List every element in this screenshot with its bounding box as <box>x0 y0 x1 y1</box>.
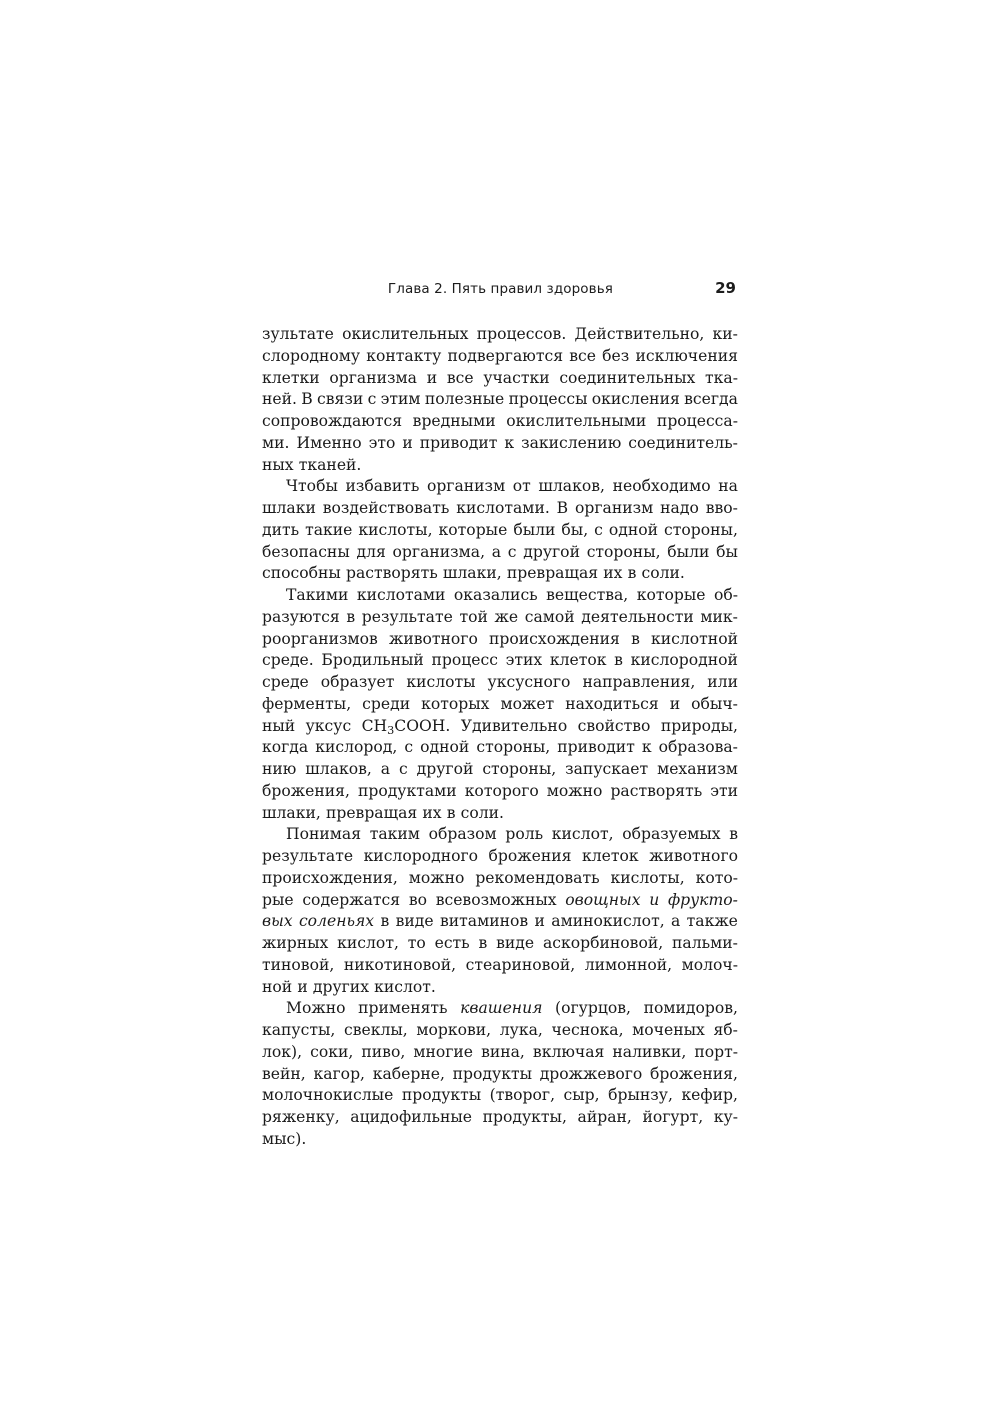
word: другой <box>416 760 474 778</box>
word: образует <box>320 673 395 691</box>
word: пиво, <box>361 1042 406 1061</box>
text-line <box>262 781 738 803</box>
word: уксусного <box>487 673 571 691</box>
word: среде. <box>262 651 314 670</box>
word: клеток <box>581 847 639 865</box>
word: которые <box>438 520 508 539</box>
word: находиться <box>565 694 659 713</box>
text-line <box>262 1064 738 1086</box>
word: эти <box>710 781 738 800</box>
word: чеснока, <box>551 1021 624 1039</box>
word: Удивительно <box>460 716 568 735</box>
word: кислоты, <box>610 868 685 887</box>
word: других <box>312 977 369 996</box>
word: сопровождаются <box>262 412 403 430</box>
word: в <box>446 803 456 822</box>
text-line <box>262 933 738 955</box>
word: с <box>404 738 414 757</box>
text-line <box>262 672 738 694</box>
word: стороны, <box>664 520 738 539</box>
word: которого <box>464 781 539 800</box>
emphasis-word: овощных <box>565 890 641 909</box>
word: растворять <box>345 564 438 583</box>
word: в <box>346 607 356 626</box>
word: происхождения, <box>262 868 398 887</box>
word: тканей. <box>298 455 362 474</box>
word: ми. <box>262 433 290 452</box>
text-line <box>262 346 738 368</box>
word: моркови, <box>416 1021 492 1039</box>
text-line <box>262 520 738 542</box>
word: одной <box>420 738 470 757</box>
word: ферменты, <box>262 694 352 713</box>
paragraph <box>262 324 738 476</box>
text-line <box>262 1085 738 1107</box>
word: Понимая <box>286 825 362 844</box>
word: кагор, <box>313 1064 366 1083</box>
word: бы, <box>561 520 589 539</box>
word: животного <box>649 847 738 865</box>
word: другой <box>523 542 580 561</box>
word: мыс). <box>262 1129 307 1148</box>
text-line <box>262 455 738 477</box>
word: лок), <box>262 1042 303 1061</box>
word: одной <box>608 520 659 539</box>
word: кислородной <box>630 651 738 670</box>
word: участки <box>483 368 550 387</box>
word: с <box>507 542 517 561</box>
word: дить <box>262 520 300 539</box>
word: же <box>494 607 519 626</box>
word: способны <box>262 564 341 583</box>
word: результате <box>361 607 453 626</box>
word: свойство <box>577 716 651 735</box>
word: разуются <box>262 607 340 626</box>
word: на <box>718 477 738 496</box>
word: образом <box>428 825 497 844</box>
word: лука, <box>499 1021 543 1039</box>
text-line <box>262 759 738 781</box>
word: связи <box>317 390 364 409</box>
word: той <box>459 607 488 626</box>
emphasis-word: и <box>649 890 660 909</box>
word: клетки <box>262 368 320 387</box>
word: такие <box>305 520 353 539</box>
word: в <box>631 629 640 648</box>
word: роль <box>505 825 544 844</box>
text-line <box>262 1129 738 1151</box>
text-line <box>262 955 738 977</box>
word: и <box>402 433 413 452</box>
text-line <box>262 411 738 433</box>
word: кислород, <box>315 738 398 757</box>
word: брожения, <box>650 1064 738 1083</box>
word: мик- <box>700 607 738 626</box>
word: это <box>368 433 396 452</box>
word: брынзу, <box>608 1086 673 1105</box>
chemical-formula: $CH_3COOH$. <box>361 716 451 737</box>
word: с <box>399 760 408 778</box>
text-line <box>262 1107 738 1129</box>
word: превращая <box>506 564 599 583</box>
emphasis-word: соленьях <box>298 912 375 931</box>
word: в <box>614 651 623 670</box>
text-line <box>262 629 738 651</box>
word: все <box>569 346 596 365</box>
word: вредными <box>412 412 496 430</box>
word: которые <box>636 586 706 604</box>
word: стороны, <box>482 760 557 778</box>
word: шлаков, <box>538 477 605 496</box>
word: продуктами <box>357 781 457 800</box>
word: никотиновой, <box>343 955 457 974</box>
paragraph <box>262 476 738 585</box>
word: процессов. <box>476 325 567 343</box>
word: многие <box>413 1042 474 1061</box>
word: кислот, <box>337 934 399 952</box>
word: и <box>669 694 681 713</box>
word: организма, <box>392 542 486 561</box>
word: направления, <box>582 673 696 691</box>
word: продукты, <box>482 1108 567 1126</box>
word: яб- <box>713 1021 738 1039</box>
word: содержатся <box>302 890 401 909</box>
word: во <box>408 890 427 909</box>
word: контакту <box>366 346 442 365</box>
word: в <box>478 934 488 952</box>
word: происхождения <box>489 629 620 648</box>
word: Такими <box>286 586 349 604</box>
word: надо <box>660 499 699 517</box>
text-line <box>262 563 738 585</box>
word: Чтобы <box>286 477 338 496</box>
word: Действительно, <box>574 325 705 343</box>
word: организм <box>426 477 506 496</box>
word: и <box>297 977 308 996</box>
word: шлаков, <box>305 760 372 778</box>
word: помидоров, <box>643 999 738 1018</box>
word: кислот, <box>551 825 614 844</box>
word: для <box>356 542 386 561</box>
word: превращая <box>325 803 418 822</box>
body-text <box>262 324 738 1151</box>
word: тиновой, <box>262 955 335 974</box>
word: когда <box>262 738 309 757</box>
text-line <box>262 694 738 716</box>
text-line <box>262 998 738 1020</box>
text-line <box>262 868 738 890</box>
word: все <box>446 368 474 387</box>
word: виде <box>496 934 535 952</box>
word: вещества, <box>546 586 629 604</box>
word: а <box>671 912 681 931</box>
word: были <box>513 520 556 539</box>
word: брожения <box>488 847 572 865</box>
word: результате <box>262 847 354 865</box>
word: йогурт, <box>642 1108 704 1126</box>
word: включая <box>532 1042 605 1061</box>
word: капусты, <box>262 1021 336 1039</box>
text-line <box>262 498 738 520</box>
text-line <box>262 716 738 738</box>
word: аскорбиновой, <box>542 934 664 952</box>
text-line <box>262 1042 738 1064</box>
word: шлаки <box>262 499 316 517</box>
word: к <box>504 433 515 452</box>
word: ной <box>262 977 293 996</box>
word: соединитель- <box>628 433 738 452</box>
word: приводит <box>419 433 498 452</box>
word: применять <box>358 999 448 1018</box>
word: каберне, <box>372 1064 445 1083</box>
word: зультате <box>262 325 334 343</box>
emphasis-word: квашения <box>460 999 543 1018</box>
paragraph <box>262 824 738 998</box>
word: и <box>534 912 545 931</box>
word: ацидофильные <box>350 1108 473 1126</box>
word: лимонной, <box>584 955 673 974</box>
word: клеток <box>549 651 607 670</box>
word: были <box>667 542 710 561</box>
word: продукты <box>401 1086 482 1105</box>
word: шлаки, <box>262 803 321 822</box>
word: свеклы, <box>343 1021 408 1039</box>
word: с <box>594 520 603 539</box>
word: кислотами <box>356 586 446 604</box>
word: с <box>367 390 377 409</box>
word: их <box>603 564 623 583</box>
word: среди <box>362 694 411 713</box>
word: безопасны <box>262 542 350 561</box>
word: подвергаются <box>447 346 564 365</box>
word: Можно <box>286 999 346 1018</box>
word: вейн, <box>262 1064 306 1083</box>
text-line <box>262 476 738 498</box>
word: стеариновой, <box>465 955 576 974</box>
text-line <box>262 650 738 672</box>
word: стороны, <box>586 542 661 561</box>
word: В <box>301 390 313 409</box>
word: окислительных <box>342 325 469 343</box>
word: соли. <box>641 564 685 583</box>
word: организма <box>329 368 417 387</box>
text-line <box>262 1020 738 1042</box>
word: Бродильный <box>321 651 424 670</box>
word: стороны, <box>476 738 551 757</box>
word: закислению <box>521 433 622 452</box>
word: образова- <box>658 738 738 757</box>
word: продукты <box>452 1064 532 1083</box>
word: окисления <box>591 390 680 409</box>
word: об- <box>713 586 738 604</box>
word: и <box>426 368 438 387</box>
text-line <box>262 824 738 846</box>
text-line <box>262 389 738 411</box>
word: запускает <box>565 760 649 778</box>
word: нию <box>262 760 297 778</box>
page-number: 29 <box>715 279 736 297</box>
word: пальми- <box>672 934 738 952</box>
word: или <box>707 673 738 691</box>
text-line <box>262 803 738 825</box>
word: ки- <box>712 325 738 343</box>
word: ку- <box>713 1108 738 1126</box>
emphasis-word: фрукто- <box>667 890 738 909</box>
page-header <box>262 279 738 301</box>
word: которых <box>421 694 490 713</box>
text-line <box>262 911 738 933</box>
word: ней. <box>262 390 297 409</box>
text-line <box>262 607 738 629</box>
text-line <box>262 977 738 999</box>
word: к <box>641 738 652 757</box>
word: всегда <box>684 390 738 409</box>
word: кислотной <box>651 629 738 648</box>
word: кефир, <box>681 1086 738 1105</box>
word: жирных <box>262 934 329 952</box>
word: образуемых <box>622 825 721 844</box>
text-line <box>262 846 738 868</box>
word: процессы <box>508 390 588 409</box>
word: таким <box>369 825 420 844</box>
text-line <box>262 585 738 607</box>
word: бы <box>716 542 738 561</box>
word: процесс <box>431 651 498 670</box>
word: то <box>407 934 426 952</box>
word: избавить <box>345 477 420 496</box>
word: моченых <box>632 1021 705 1039</box>
word: может <box>500 694 555 713</box>
word: также <box>686 912 738 931</box>
word: в <box>729 825 738 844</box>
word: слородному <box>262 346 361 365</box>
running-title: Глава 2. Пять правил здоровья <box>387 281 613 297</box>
word: рые <box>262 890 294 909</box>
word: есть <box>434 934 470 952</box>
word: деятельности <box>581 607 694 626</box>
word: в <box>627 564 637 583</box>
word: а <box>380 760 391 778</box>
word: окислительными <box>506 412 647 430</box>
word: сыр, <box>563 1086 600 1105</box>
word: самой <box>524 607 575 626</box>
text-line <box>262 368 738 390</box>
word: аминокислот, <box>551 912 665 931</box>
word: природы, <box>660 716 738 735</box>
word: порт- <box>694 1042 738 1061</box>
word: животного <box>388 629 478 648</box>
word: кислотами. <box>456 499 550 517</box>
word: можно <box>408 868 465 887</box>
word: процесса- <box>656 412 738 430</box>
word: брожения, <box>262 781 350 800</box>
word: этих <box>505 651 543 670</box>
word: обыч- <box>691 694 738 713</box>
word: уксус <box>305 716 352 735</box>
word: (огурцов, <box>555 999 631 1018</box>
word: Именно <box>296 433 362 452</box>
word: необходимо <box>612 477 711 496</box>
word: полезные <box>424 390 505 409</box>
word: механизм <box>657 760 738 778</box>
word: айран, <box>577 1108 632 1126</box>
word: организм <box>575 499 654 517</box>
emphasis-word: вых <box>262 912 293 931</box>
word: всевозможных <box>435 890 557 909</box>
word: соли. <box>460 803 505 822</box>
word: среде <box>262 673 309 691</box>
word: ных <box>262 455 294 474</box>
word: кислот. <box>374 977 436 996</box>
word: соки, <box>310 1042 354 1061</box>
word: роорганизмов <box>262 629 378 648</box>
word: молочнокислые <box>262 1086 394 1105</box>
word: а <box>491 542 502 561</box>
word: наливки, <box>612 1042 687 1061</box>
word: кислоты, <box>358 520 433 539</box>
word: витаминов <box>439 912 529 931</box>
word: кислоты <box>406 673 476 691</box>
word: В <box>556 499 569 517</box>
word: соединительных <box>559 368 696 387</box>
word: исключения <box>635 346 738 365</box>
word: ный <box>262 716 296 735</box>
word: можно <box>546 781 603 800</box>
word: молоч- <box>681 955 738 974</box>
word: их <box>422 803 442 822</box>
text-line <box>262 324 738 346</box>
word: (творог, <box>489 1086 556 1105</box>
word: кислородного <box>363 847 479 865</box>
word: шлаки, <box>442 564 502 583</box>
word: этим <box>380 390 421 409</box>
word: от <box>512 477 531 496</box>
word: дрожжевого <box>539 1064 643 1083</box>
word: приводит <box>557 738 635 757</box>
word: оказались <box>453 586 538 604</box>
text-line <box>262 433 738 455</box>
text-line <box>262 737 738 759</box>
word: вво- <box>705 499 738 517</box>
text-line <box>262 542 738 564</box>
word: воздействовать <box>322 499 450 517</box>
word: тка- <box>705 368 738 387</box>
text-line <box>262 890 738 912</box>
word: кото- <box>695 868 738 887</box>
paragraph <box>262 585 738 824</box>
word: виде <box>395 912 434 931</box>
paragraph <box>262 998 738 1150</box>
word: растворять <box>610 781 703 800</box>
word: ряженку, <box>262 1108 340 1126</box>
word: вина, <box>481 1042 525 1061</box>
word: рекомендовать <box>475 868 600 887</box>
word: в <box>380 912 390 931</box>
word: без <box>602 346 630 365</box>
